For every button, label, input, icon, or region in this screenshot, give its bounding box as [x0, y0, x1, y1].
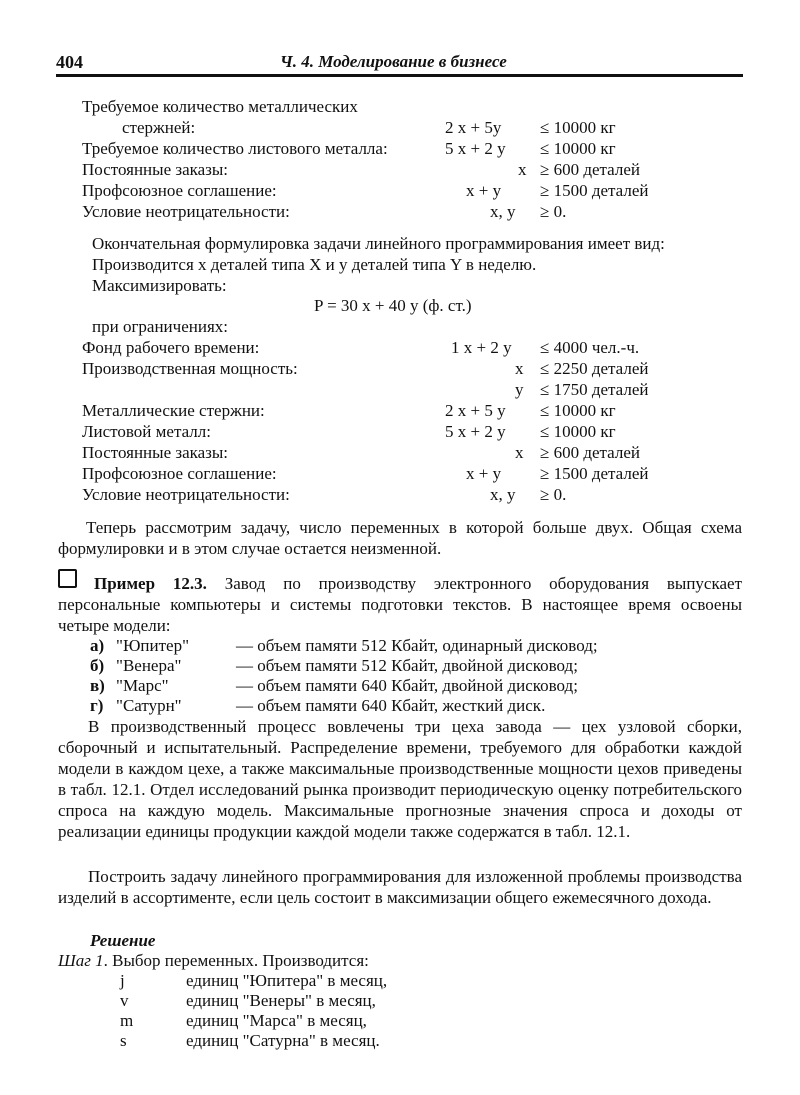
constraint-expr: 2 x + 5 y [445, 401, 506, 420]
model-name: "Марс" [116, 676, 169, 695]
constraint-expr: x, y [490, 202, 516, 221]
model-desc: — объем памяти 512 Кбайт, двойной дисковод; [236, 656, 578, 675]
constraint-rhs: ≤ 10000 кг [540, 401, 616, 420]
constraint-label: Металлические стержни: [82, 401, 265, 420]
model-desc: — объем памяти 640 Кбайт, жесткий диск. [236, 696, 546, 715]
model-marker: б) [90, 656, 105, 675]
constraint-label: Листовой металл: [82, 422, 211, 441]
model-marker: г) [90, 696, 104, 715]
constraint-rhs: ≤ 10000 кг [540, 422, 616, 441]
constraint-rhs: ≤ 1750 деталей [540, 380, 649, 399]
page-number: 404 [56, 52, 83, 72]
constraint-expr: x + y [466, 181, 502, 200]
step-text: . Выбор переменных. Производится: [103, 951, 369, 970]
example-label: Пример 12.3. [94, 574, 207, 593]
example-paragraph-2: В производственный процесс вовлечены три цеха завода — цех узловой сборки, сборочный и испытательный. Распределение времени, требуемого для обработки каждой модели в каждом цехе, а также максимальные производственные мощности цехов приведены в табл. 12.1. Отдел исследований рынка производит периодическую оценку потребительского спроса на каждую модель. Максимальные прогнозные значения спроса и доходы от реализации единицы продукции каждой модели также содержатся в табл. 12.1. [58, 717, 742, 841]
constraint-rhs: ≥ 0. [540, 485, 567, 504]
constraint-rhs: ≤ 4000 чел.-ч. [540, 338, 640, 357]
variable-desc: единиц "Марса" в месяц, [186, 1011, 367, 1030]
constraint-label: Производственная мощность: [82, 359, 298, 378]
constraint-expr: y [515, 380, 524, 399]
constraint-expr: 1 x + 2 y [451, 338, 512, 357]
model-name: "Сатурн" [116, 696, 182, 715]
variable-desc: единиц "Юпитера" в месяц, [186, 971, 388, 990]
model-marker: а) [90, 636, 105, 655]
model-name: "Юпитер" [116, 636, 190, 655]
formulation-subject-to: при ограничениях: [92, 317, 228, 336]
model-desc: — объем памяти 512 Кбайт, одинарный дисковод; [236, 636, 598, 655]
constraint-rhs: ≤ 10000 кг [540, 118, 616, 137]
constraint-label: Профсоюзное соглашение: [82, 181, 277, 200]
constraint-rhs: ≥ 600 деталей [540, 443, 640, 462]
constraint-rhs: ≤ 2250 деталей [540, 359, 649, 378]
variable-symbol: v [120, 991, 129, 1010]
constraint-label: Профсоюзное соглашение: [82, 464, 277, 483]
constraint-rhs: ≥ 1500 деталей [540, 464, 649, 483]
model-marker: в) [90, 676, 105, 695]
constraint-expr: 5 x + 2 y [445, 139, 506, 158]
constraint-expr: x [515, 359, 524, 378]
variable-symbol: m [120, 1011, 134, 1030]
header-rule [56, 74, 743, 77]
formulation-intro: Окончательная формулировка задачи линейного программирования имеет вид: [92, 234, 665, 253]
variable-desc: единиц "Венеры" в месяц, [186, 991, 376, 1010]
example-intro [58, 573, 742, 636]
constraint-label: стержней: [122, 118, 196, 137]
constraint-rhs: ≥ 1500 деталей [540, 181, 649, 200]
solution-heading: Решение [90, 931, 156, 950]
model-name: "Венера" [116, 656, 182, 675]
constraint-expr: x [515, 443, 524, 462]
constraint-expr: x + y [466, 464, 502, 483]
constraint-expr: 2 x + 5y [445, 118, 502, 137]
constraint-label: Требуемое количество металлических [82, 97, 358, 116]
constraint-label: Постоянные заказы: [82, 443, 229, 462]
constraint-expr: x, y [490, 485, 516, 504]
variable-desc: единиц "Сатурна" в месяц. [186, 1031, 380, 1050]
constraint-label: Постоянные заказы: [82, 160, 229, 179]
example-intro-text: Завод по производству электронного оборудования выпускает персональные компьютеры и системы подготовки текстов. В настоящее время освоены четыре модели: [58, 574, 743, 635]
step-1 [58, 951, 369, 971]
constraint-label: Требуемое количество листового металла: [82, 139, 388, 158]
constraint-rhs: ≥ 600 деталей [540, 160, 640, 179]
variable-symbol: s [120, 1031, 127, 1050]
model-desc: — объем памяти 640 Кбайт, двойной дисковод; [236, 676, 578, 695]
variable-symbol: j [120, 971, 125, 990]
constraint-expr: x [518, 160, 527, 179]
constraint-rhs: ≤ 10000 кг [540, 139, 616, 158]
example-task: Построить задачу линейного программирования для изложенной проблемы производства изделий в ассортименте, если цель состоит в максимизации общего ежемесячного дохода. [58, 867, 742, 907]
objective-function: P = 30 x + 40 y (ф. ст.) [314, 296, 472, 315]
formulation-produced: Производится x деталей типа X и y деталей типа Y в неделю. [92, 255, 537, 274]
step-label: Шаг 1 [58, 951, 104, 970]
constraint-expr: 5 x + 2 y [445, 422, 506, 441]
constraint-label: Условие неотрицательности: [82, 485, 290, 504]
formulation-maximize: Максимизировать: [92, 276, 227, 295]
transition-paragraph: Теперь рассмотрим задачу, число переменных в которой больше двух. Общая схема формулировки и в этом случае остается неизменной. [58, 518, 742, 558]
constraint-rhs: ≥ 0. [540, 202, 567, 221]
constraint-label: Условие неотрицательности: [82, 202, 290, 221]
running-title: Ч. 4. Моделирование в бизнесе [280, 52, 507, 71]
constraint-label: Фонд рабочего времени: [82, 338, 260, 357]
